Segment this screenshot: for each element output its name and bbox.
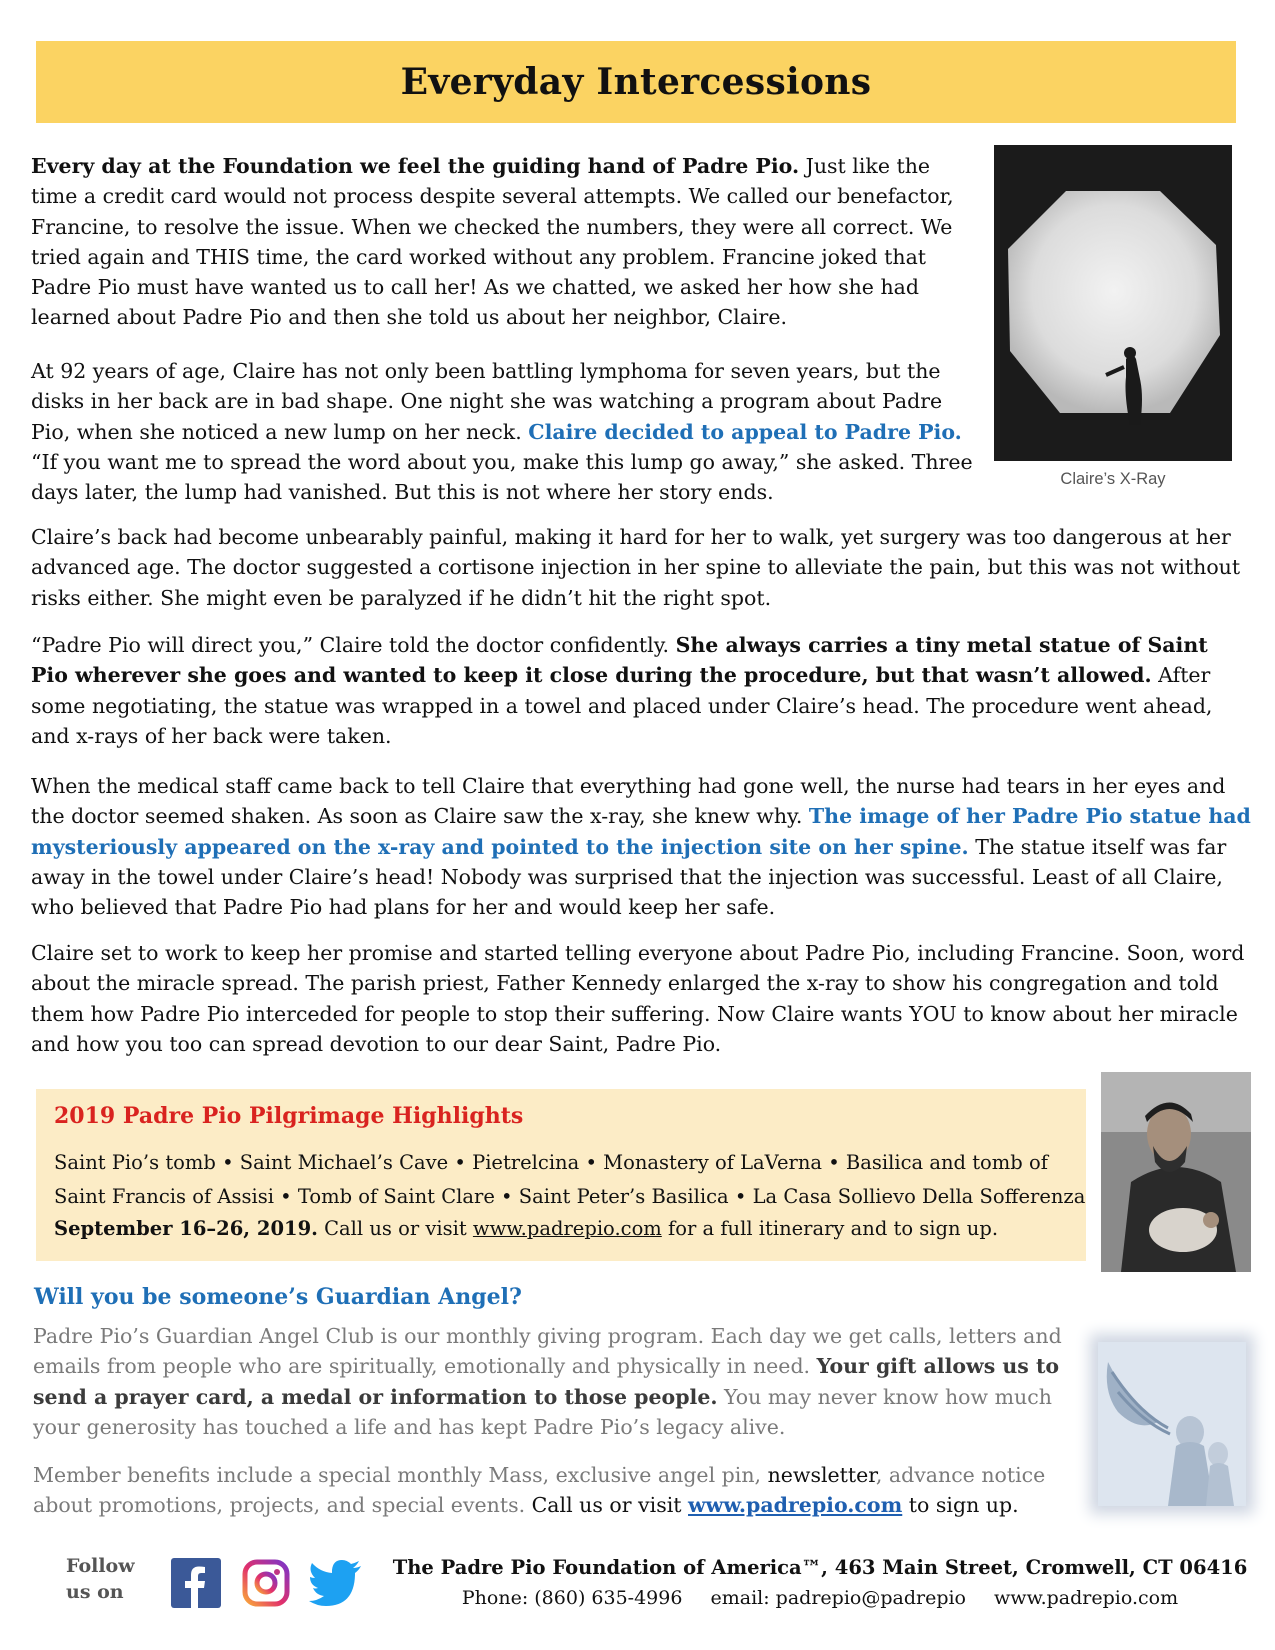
guardian-paragraph-2 [33,1460,1073,1521]
article-paragraph-2 [31,356,986,507]
pilgrimage-website-link[interactable]: www.padrepio.com [472,1217,662,1240]
paragraph-text: Call us or visit [531,1493,689,1518]
paragraph-text: When the medical staff came back to tell Claire that everything had gone well, the nurse had tears in her eyes and the doctor seemed shaken. As soon as Claire saw the x-ray, she knew why. [31,774,1226,829]
follow-us-label [66,1553,135,1605]
page-title: Everyday Intercessions [400,61,872,103]
highlight-text: Claire decided to appeal to Padre Pio. [528,419,962,444]
title-banner [36,41,1236,123]
paragraph-text: Member benefits include a special monthly Mass, exclusive angel pin, [33,1463,768,1487]
cta-text: Call us or visit [317,1217,473,1240]
xray-caption: Claire’s X-Ray [1060,470,1166,488]
lead-sentence: Every day at the Foundation we feel the guiding hand of Padre Pio. [31,154,800,178]
paragraph-text: Padre Pio’s Guardian Angel Club is our monthly giving program. Each day we get calls, letters and emails from people who are spiritually, emotionally and physically in need. [33,1324,1062,1379]
article-paragraph-5 [31,771,1251,922]
follow-line-1: Follow [66,1555,135,1577]
paragraph-text: to sign up. [902,1493,1019,1518]
pilgrimage-sites-line-1: Saint Pio’s tomb • Saint Michael’s Cave • Pietrelcina • Monastery of LaVerna • Basilica and tomb of [54,1151,1048,1174]
guardian-website-link[interactable]: www.padrepio.com [688,1493,903,1518]
paragraph-text: The statue itself was far away in the towel under Claire’s head! Nobody was surprised that the injection was successful. Least of all Claire, who believed that Padre Pio had plans for her and would keep her safe. [31,834,1227,920]
footer-address: The Padre Pio Foundation of America™, 463 Main Street, Cromwell, CT 06416 [392,1556,1248,1579]
pilgrimage-sites-line-2: Saint Francis of Assisi • Tomb of Saint Clare • Saint Peter’s Basilica • La Casa Sollievo Della Sofferenza [54,1185,1086,1208]
paragraph-text: You may never know how much your generosity has touched a life and has kept Padre Pio’s legacy alive. [33,1384,1052,1439]
pilgrimage-dates: September 16–26, 2019. [54,1217,318,1240]
padre-pio-photo [1101,1072,1251,1272]
newsletter-text: newsletter [767,1463,876,1487]
paragraph-text: At 92 years of age, Claire has not only been battling lymphoma for seven years, but the disks in her back are in bad shape. One night she was watching a program about Padre Pio, when she noticed a new lump on her neck. [31,359,943,444]
article-paragraph-3: Claire’s back had become unbearably painful, making it hard for her to walk, yet surgery was too dangerous at her advanced age. The doctor suggested a cortisone injection in her spine to alleviate the pain, but this was not without risks either. She might even be paralyzed if he didn’t hit the right spot. [31,525,1241,610]
paragraph-text: , advance notice about promotions, projects, and special events. [33,1463,1046,1518]
footer-contact [380,1587,1260,1609]
footer-email[interactable]: email: padrepio@padrepio [710,1587,966,1609]
article-paragraph-1 [31,151,976,333]
facebook-icon[interactable] [171,1558,221,1608]
follow-line-2: us on [66,1581,124,1603]
twitter-icon[interactable] [307,1558,363,1608]
paragraph-text: “Padre Pio will direct you,” Claire told the doctor confidently. [31,633,676,657]
footer-phone: Phone: (860) 635-4996 [461,1587,683,1609]
cta-text: for a full itinerary and to sign up. [661,1217,999,1240]
bold-text: She always carries a tiny metal statue of Saint Pio wherever she goes and wanted to keep it close during the procedure, but that wasn’t allowed. [31,633,1208,688]
bold-text: Your gift allows us to send a prayer card, a medal or information to those people. [33,1354,1060,1409]
article-paragraph-6: Claire set to work to keep her promise and started telling everyone about Padre Pio, including Francine. Soon, word about the miracle spread. The parish priest, Father Kennedy enlarged the x-ray to show his congregation and told them how Padre Pio interceded for people to stop their suffering. Now Claire wants YOU to know about her miracle and how you too can spread devotion to our dear Saint, Padre Pio. [31,941,1245,1056]
guardian-paragraph-1 [33,1321,1073,1442]
pilgrimage-cta [54,1217,998,1240]
pilgrimage-title: 2019 Padre Pio Pilgrimage Highlights [54,1103,524,1129]
instagram-icon[interactable] [241,1558,291,1608]
paragraph-text: After some negotiating, the statue was wrapped in a towel and placed under Claire’s head. The procedure went ahead, and x-rays of her back were taken. [31,663,1213,748]
angel-statue-image [1098,1342,1246,1506]
pilgrimage-box [36,1089,1086,1261]
highlight-text: The image of her Padre Pio statue had mysteriously appeared on the x-ray and pointed to the injection site on her spine. [31,804,1251,859]
footer-website[interactable]: www.padrepio.com [994,1587,1179,1609]
paragraph-text: “If you want me to spread the word about you, make this lump go away,” she asked. Three days later, the lump had vanished. But this is not where her story ends. [31,449,973,505]
article-paragraph-4 [31,630,1241,751]
guardian-angel-heading: Will you be someone’s Guardian Angel? [34,1284,522,1310]
paragraph-text: Just like the time a credit card would not process despite several attempts. We called our benefactor, Francine, to resolve the issue. When we checked the numbers, they were all correct. We tried again and THIS time, the card worked without any problem. Francine joked that Padre Pio must have wanted us to call her! As we chatted, we asked her how she had learned about Padre Pio and then she told us about her neighbor, Claire. [31,154,954,330]
xray-image [994,145,1232,461]
